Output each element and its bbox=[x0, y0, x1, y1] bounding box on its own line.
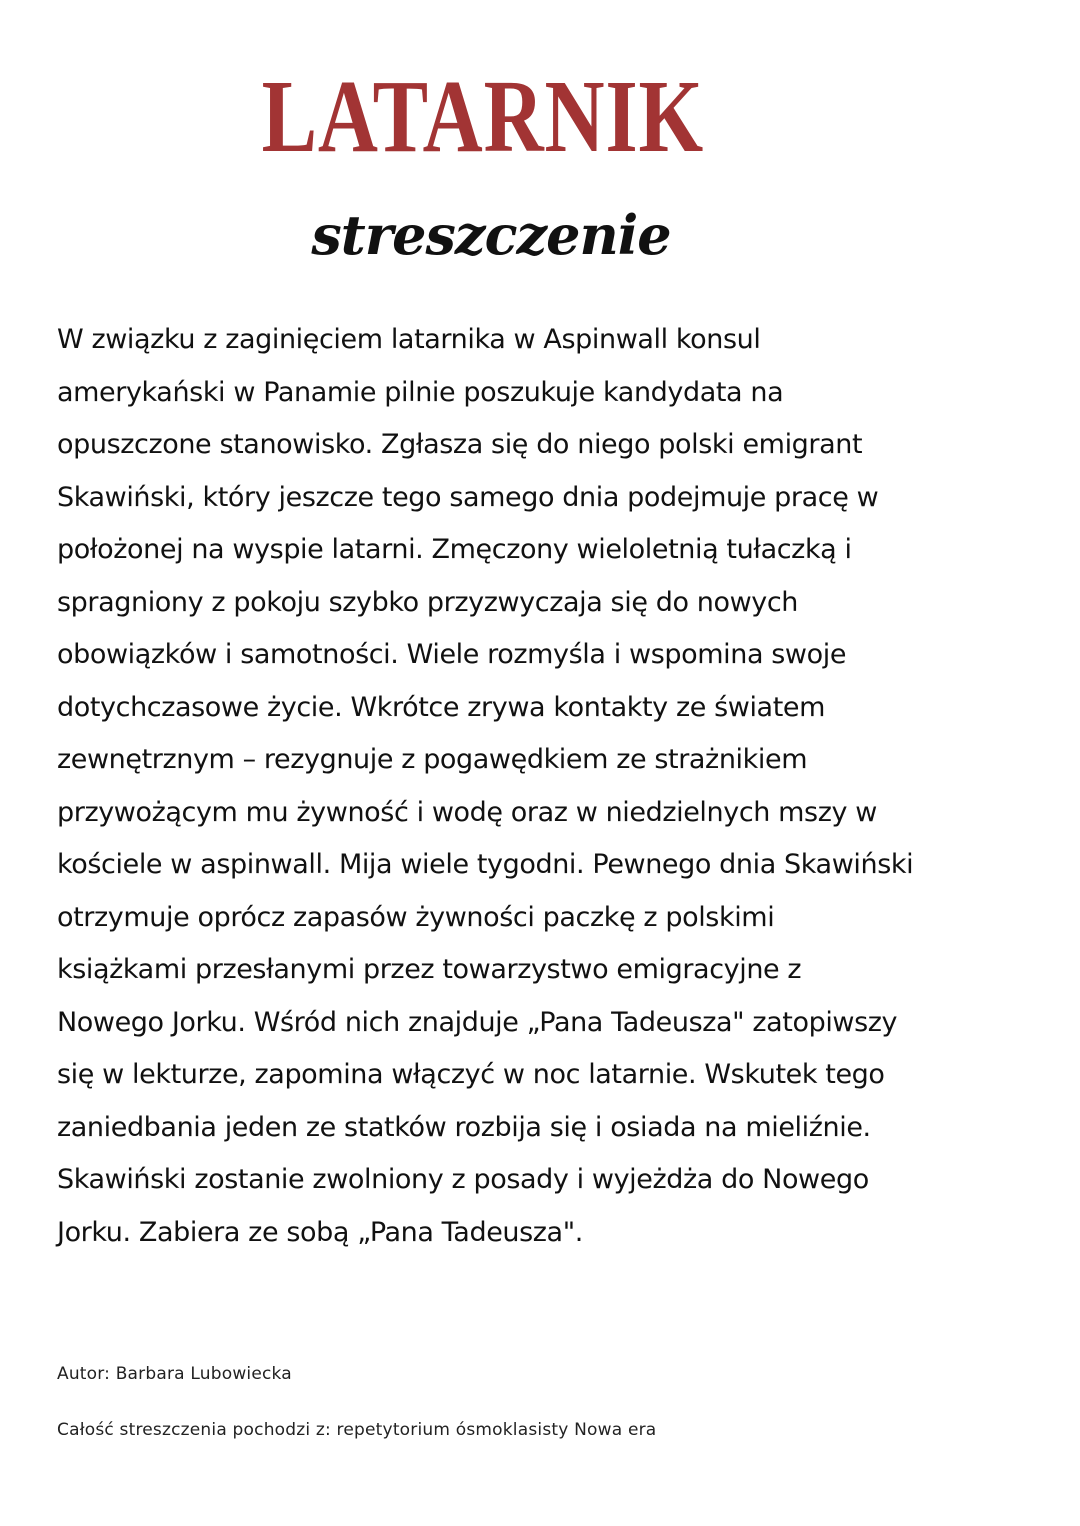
paragraph-line: zewnętrznym – rezygnuje z pogawędkiem ze strażnikiem bbox=[57, 744, 808, 775]
source-credit: Całość streszczenia pochodzi z: repetytorium ósmoklasisty Nowa era bbox=[57, 1420, 657, 1440]
paragraph-line: położonej na wyspie latarni. Zmęczony wieloletnią tułaczką i bbox=[57, 534, 852, 565]
paragraph-line: Skawiński zostanie zwolniony z posady i wyjeżdża do Nowego bbox=[57, 1164, 869, 1195]
paragraph-line: przywożącym mu żywność i wodę oraz w niedzielnych mszy w bbox=[57, 796, 877, 828]
paragraph-line: amerykański w Panamie pilnie poszukuje kandydata na bbox=[57, 376, 784, 408]
paragraph-line: się w lekturze, zapomina włączyć w noc latarnie. Wskutek tego bbox=[57, 1059, 885, 1090]
summary-paragraph bbox=[57, 314, 1037, 1259]
paragraph-line: dotychczasowe życie. Wkrótce zrywa kontakty ze światem bbox=[57, 691, 826, 723]
paragraph-line: Skawiński, który jeszcze tego samego dnia podejmuje pracę w bbox=[57, 481, 879, 513]
paragraph-line: opuszczone stanowisko. Zgłasza się do niego polski emigrant bbox=[57, 429, 863, 460]
paragraph-line: Jorku. Zabiera ze sobą „Pana Tadeusza". bbox=[57, 1216, 583, 1248]
paragraph-line: obowiązków i samotności. Wiele rozmyśla i wspomina swoje bbox=[57, 639, 847, 670]
paragraph-line: spragniony z pokoju szybko przyzwyczaja się do nowych bbox=[57, 586, 798, 618]
paragraph-line: Nowego Jorku. Wśród nich znajduje „Pana Tadeusza" zatopiwszy bbox=[57, 1006, 898, 1038]
paragraph-line: zaniedbania jeden ze statków rozbija się i osiada na mieliźnie. bbox=[57, 1111, 871, 1143]
paragraph-line: W związku z zaginięciem latarnika w Aspinwall konsul bbox=[57, 324, 761, 355]
paragraph-line: otrzymuje oprócz zapasów żywności paczkę z polskimi bbox=[57, 901, 775, 933]
paragraph-line: kościele w aspinwall. Mija wiele tygodni. Pewnego dnia Skawiński bbox=[57, 849, 914, 880]
paragraph-line: książkami przesłanymi przez towarzystwo emigracyjne z bbox=[57, 954, 802, 985]
document-subtitle: streszczenie bbox=[311, 203, 671, 267]
document-title: LATARNIK bbox=[261, 59, 705, 174]
author-credit: Autor: Barbara Lubowiecka bbox=[57, 1364, 292, 1384]
